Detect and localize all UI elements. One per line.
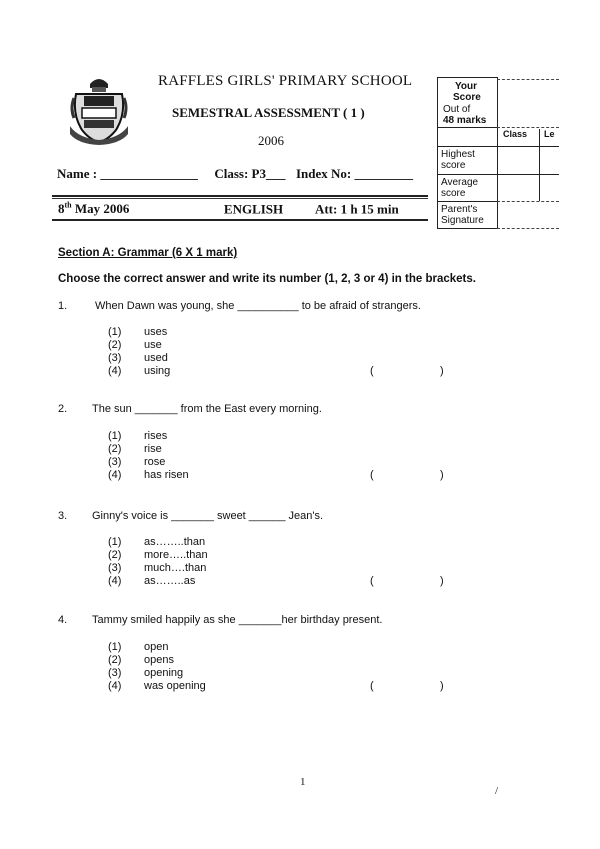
section-title: Section A: Grammar (6 X 1 mark) bbox=[58, 247, 238, 259]
question-text: The sun _______ from the East every morning. bbox=[92, 403, 322, 415]
question-1 bbox=[0, 300, 600, 314]
header-divider-bottom bbox=[52, 219, 428, 221]
answer-bracket-open[interactable]: ( bbox=[370, 365, 374, 377]
answer-bracket-open[interactable]: ( bbox=[370, 575, 374, 587]
question-3 bbox=[0, 510, 600, 524]
school-name: RAFFLES GIRLS' PRIMARY SCHOOL bbox=[158, 73, 413, 89]
out-of-label: Out of bbox=[443, 104, 471, 115]
score-box bbox=[437, 77, 559, 229]
index-no-field[interactable]: Index No: _________ bbox=[295, 166, 413, 181]
question-4 bbox=[0, 614, 600, 628]
exam-date: 8th May 2006 bbox=[58, 201, 130, 217]
answer-bracket-close: ) bbox=[440, 575, 444, 587]
average-score-label: Average score bbox=[441, 177, 479, 199]
total-marks: 48 marks bbox=[443, 115, 487, 126]
exam-duration: Att: 1 h 15 min bbox=[314, 201, 399, 217]
answer-bracket-close: ) bbox=[440, 680, 444, 692]
question-2 bbox=[0, 403, 600, 417]
answer-bracket-close: ) bbox=[440, 469, 444, 481]
exam-info-row bbox=[58, 201, 399, 217]
answer-bracket-open[interactable]: ( bbox=[370, 469, 374, 481]
school-crest-logo bbox=[68, 74, 130, 146]
page-number: 1 bbox=[300, 776, 306, 788]
stray-mark: / bbox=[495, 785, 499, 797]
name-field[interactable]: Name : _______________ bbox=[57, 166, 198, 181]
highest-score-label: Highest score bbox=[441, 149, 475, 171]
assessment-title: SEMESTRAL ASSESSMENT ( 1 ) bbox=[172, 105, 365, 120]
question-text: Tammy smiled happily as she _______her birthday present. bbox=[92, 614, 383, 626]
question-number: 4. bbox=[58, 614, 68, 626]
parents-signature-label: Parent's Signature bbox=[441, 204, 484, 226]
score-label: Score bbox=[453, 92, 481, 103]
your-score-label: Your bbox=[455, 81, 478, 92]
student-info-row bbox=[57, 166, 413, 182]
answer-bracket-close: ) bbox=[440, 365, 444, 377]
question-number: 2. bbox=[58, 403, 68, 415]
level-column-header: Le bbox=[544, 129, 555, 139]
header-divider-thin bbox=[52, 198, 428, 199]
class-column-header: Class bbox=[503, 129, 528, 139]
subject: ENGLISH bbox=[223, 201, 284, 217]
class-field[interactable]: Class: P3___ bbox=[214, 166, 286, 181]
answer-bracket-open[interactable]: ( bbox=[370, 680, 374, 692]
instructions: Choose the correct answer and write its number (1, 2, 3 or 4) in the brackets. bbox=[58, 273, 476, 285]
header-divider bbox=[52, 195, 428, 197]
year: 2006 bbox=[258, 133, 284, 148]
question-text: Ginny's voice is _______ sweet ______ Jean's. bbox=[92, 510, 324, 522]
question-number: 1. bbox=[58, 300, 68, 312]
question-text: When Dawn was young, she __________ to be afraid of strangers. bbox=[95, 300, 421, 312]
question-number: 3. bbox=[58, 510, 68, 522]
